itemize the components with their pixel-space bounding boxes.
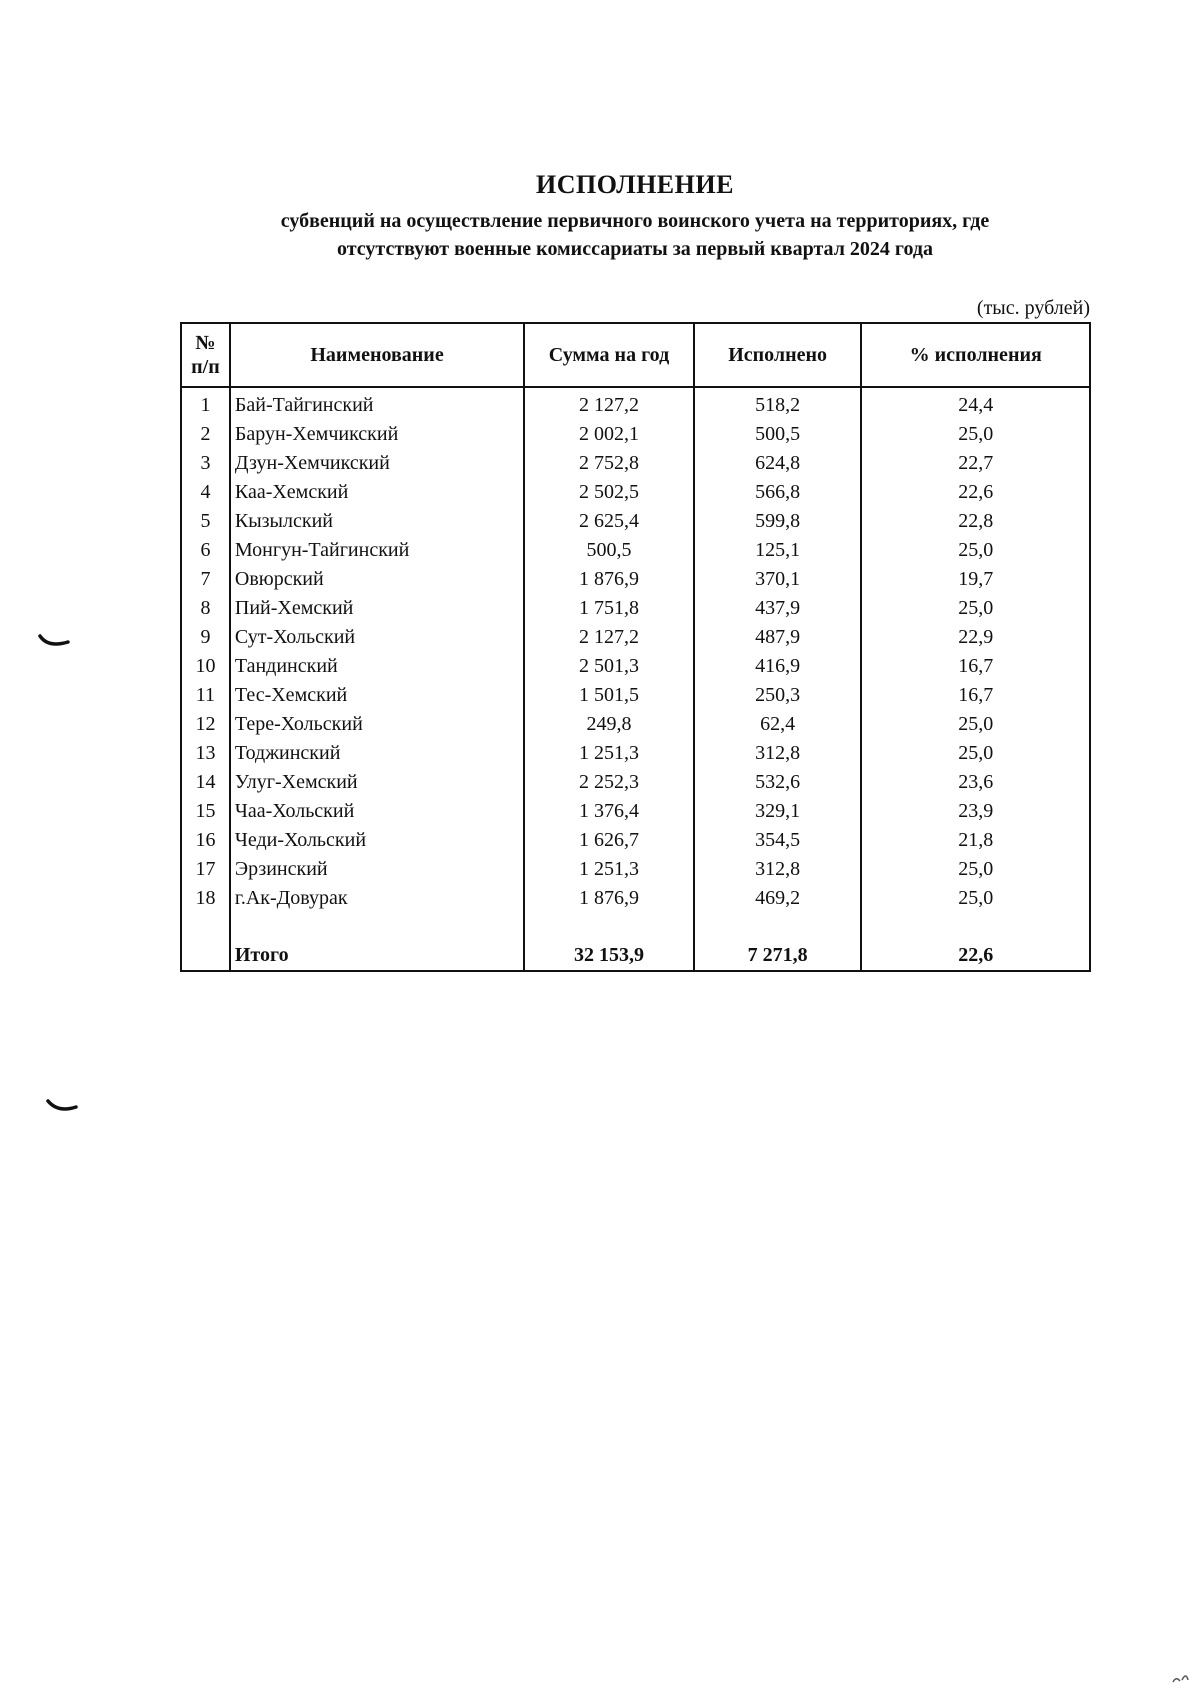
table-row (181, 507, 1090, 536)
cell-done: 125,1 (694, 536, 862, 565)
cell-pct: 25,0 (861, 710, 1090, 739)
cell-sum: 2 752,8 (524, 449, 694, 478)
cell-num: 15 (181, 797, 230, 826)
cell-num: 9 (181, 623, 230, 652)
cell-num: 4 (181, 478, 230, 507)
cell-sum: 1 376,4 (524, 797, 694, 826)
table-row (181, 594, 1090, 623)
table-row (181, 797, 1090, 826)
cell-pct: 22,9 (861, 623, 1090, 652)
cell-sum: 1 876,9 (524, 565, 694, 594)
header-num-line1: № (195, 332, 216, 354)
cell-done: 312,8 (694, 739, 862, 768)
cell-num: 17 (181, 855, 230, 884)
cell-sum: 249,8 (524, 710, 694, 739)
cell-name: Чаа-Хольский (230, 797, 524, 826)
cell-num: 10 (181, 652, 230, 681)
total-cell-name: Итого (230, 940, 524, 971)
table-row (181, 681, 1090, 710)
cell-sum: 2 002,1 (524, 420, 694, 449)
cell-pct: 25,0 (861, 884, 1090, 913)
document-title: ИСПОЛНЕНИЕ (536, 170, 734, 199)
cell-num: 12 (181, 710, 230, 739)
table-row (181, 710, 1090, 739)
cell-sum: 1 251,3 (524, 739, 694, 768)
cell-name: Барун-Хемчикский (230, 420, 524, 449)
table-row (181, 826, 1090, 855)
cell-done: 566,8 (694, 478, 862, 507)
cell-done: 469,2 (694, 884, 862, 913)
cell-name: Эрзинский (230, 855, 524, 884)
cell-pct: 22,7 (861, 449, 1090, 478)
table-row (181, 768, 1090, 797)
cell-num: 8 (181, 594, 230, 623)
cell-done: 370,1 (694, 565, 862, 594)
cell-sum: 1 626,7 (524, 826, 694, 855)
table-header-row (181, 323, 1090, 387)
cell-done: 329,1 (694, 797, 862, 826)
document-subtitle (0, 207, 1200, 263)
cell-sum: 1 876,9 (524, 884, 694, 913)
cell-pct: 21,8 (861, 826, 1090, 855)
header-name: Наименование (230, 323, 524, 387)
table-row (181, 565, 1090, 594)
cell-done: 62,4 (694, 710, 862, 739)
cell-name: Тандинский (230, 652, 524, 681)
total-row (181, 940, 1090, 971)
cell-done: 250,3 (694, 681, 862, 710)
cell-name: Каа-Хемский (230, 478, 524, 507)
table-row (181, 623, 1090, 652)
header-num (181, 323, 230, 387)
spacer-cell (861, 913, 1090, 940)
header-done: Исполнено (694, 323, 862, 387)
scan-mark-upper (38, 632, 72, 652)
cell-sum: 1 501,5 (524, 681, 694, 710)
cell-name: Бай-Тайгинский (230, 387, 524, 420)
table-row (181, 420, 1090, 449)
cell-name: Овюрский (230, 565, 524, 594)
cell-name: Тере-Хольский (230, 710, 524, 739)
total-cell-num (181, 940, 230, 971)
table-row (181, 478, 1090, 507)
cell-num: 14 (181, 768, 230, 797)
cell-sum: 2 127,2 (524, 387, 694, 420)
cell-done: 487,9 (694, 623, 862, 652)
table-row (181, 884, 1090, 913)
cell-pct: 22,6 (861, 478, 1090, 507)
cell-name: Чеди-Хольский (230, 826, 524, 855)
cell-sum: 500,5 (524, 536, 694, 565)
cell-pct: 23,9 (861, 797, 1090, 826)
cell-sum: 2 502,5 (524, 478, 694, 507)
cell-pct: 25,0 (861, 594, 1090, 623)
cell-done: 599,8 (694, 507, 862, 536)
cell-name: Пий-Хемский (230, 594, 524, 623)
cell-pct: 16,7 (861, 681, 1090, 710)
cell-sum: 2 252,3 (524, 768, 694, 797)
execution-table (180, 322, 1091, 972)
cell-sum: 1 751,8 (524, 594, 694, 623)
cell-name: Монгун-Тайгинский (230, 536, 524, 565)
cell-done: 312,8 (694, 855, 862, 884)
cell-name: Улуг-Хемский (230, 768, 524, 797)
cell-pct: 22,8 (861, 507, 1090, 536)
table-body (181, 387, 1090, 971)
cell-pct: 16,7 (861, 652, 1090, 681)
cell-num: 2 (181, 420, 230, 449)
cell-num: 13 (181, 739, 230, 768)
table-row (181, 449, 1090, 478)
table-row (181, 855, 1090, 884)
cell-done: 624,8 (694, 449, 862, 478)
spacer-cell (230, 913, 524, 940)
cell-done: 500,5 (694, 420, 862, 449)
cell-pct: 25,0 (861, 420, 1090, 449)
cell-sum: 2 501,3 (524, 652, 694, 681)
units-note: (тыс. рублей) (976, 297, 1090, 319)
table-row (181, 652, 1090, 681)
cell-num: 1 (181, 387, 230, 420)
cell-name: Кызылский (230, 507, 524, 536)
subtitle-line-1: субвенций на осуществление первичного воинского учета на территориях, где (280, 210, 990, 232)
cell-num: 3 (181, 449, 230, 478)
cell-num: 5 (181, 507, 230, 536)
header-sum: Сумма на год (524, 323, 694, 387)
cell-pct: 25,0 (861, 536, 1090, 565)
spacer-cell (694, 913, 862, 940)
cell-num: 18 (181, 884, 230, 913)
cell-done: 532,6 (694, 768, 862, 797)
cell-done: 354,5 (694, 826, 862, 855)
total-cell-done: 7 271,8 (694, 940, 862, 971)
header-pct: % исполнения (861, 323, 1090, 387)
subtitle-line-2: отсутствуют военные комиссариаты за первый квартал 2024 года (336, 238, 934, 260)
cell-pct: 24,4 (861, 387, 1090, 420)
cell-sum: 2 625,4 (524, 507, 694, 536)
table-row (181, 536, 1090, 565)
cell-pct: 23,6 (861, 768, 1090, 797)
spacer-cell (524, 913, 694, 940)
total-cell-sum: 32 153,9 (524, 940, 694, 971)
cell-num: 16 (181, 826, 230, 855)
cell-name: Тес-Хемский (230, 681, 524, 710)
cell-pct: 25,0 (861, 855, 1090, 884)
cell-name: г.Ак-Довурак (230, 884, 524, 913)
cell-done: 437,9 (694, 594, 862, 623)
cell-pct: 19,7 (861, 565, 1090, 594)
cell-num: 11 (181, 681, 230, 710)
table-row (181, 387, 1090, 420)
cell-num: 6 (181, 536, 230, 565)
cell-name: Сут-Хольский (230, 623, 524, 652)
cell-pct: 25,0 (861, 739, 1090, 768)
header-num-line2: п/п (191, 356, 220, 378)
cell-num: 7 (181, 565, 230, 594)
cell-name: Дзун-Хемчикский (230, 449, 524, 478)
cell-done: 416,9 (694, 652, 862, 681)
cell-sum: 2 127,2 (524, 623, 694, 652)
cell-done: 518,2 (694, 387, 862, 420)
spacer-cell (181, 913, 230, 940)
spacer-row (181, 913, 1090, 940)
scan-mark-corner (1170, 1668, 1192, 1686)
total-cell-pct: 22,6 (861, 940, 1090, 971)
cell-name: Тоджинский (230, 739, 524, 768)
table-row (181, 739, 1090, 768)
cell-sum: 1 251,3 (524, 855, 694, 884)
scan-mark-lower (46, 1097, 80, 1117)
